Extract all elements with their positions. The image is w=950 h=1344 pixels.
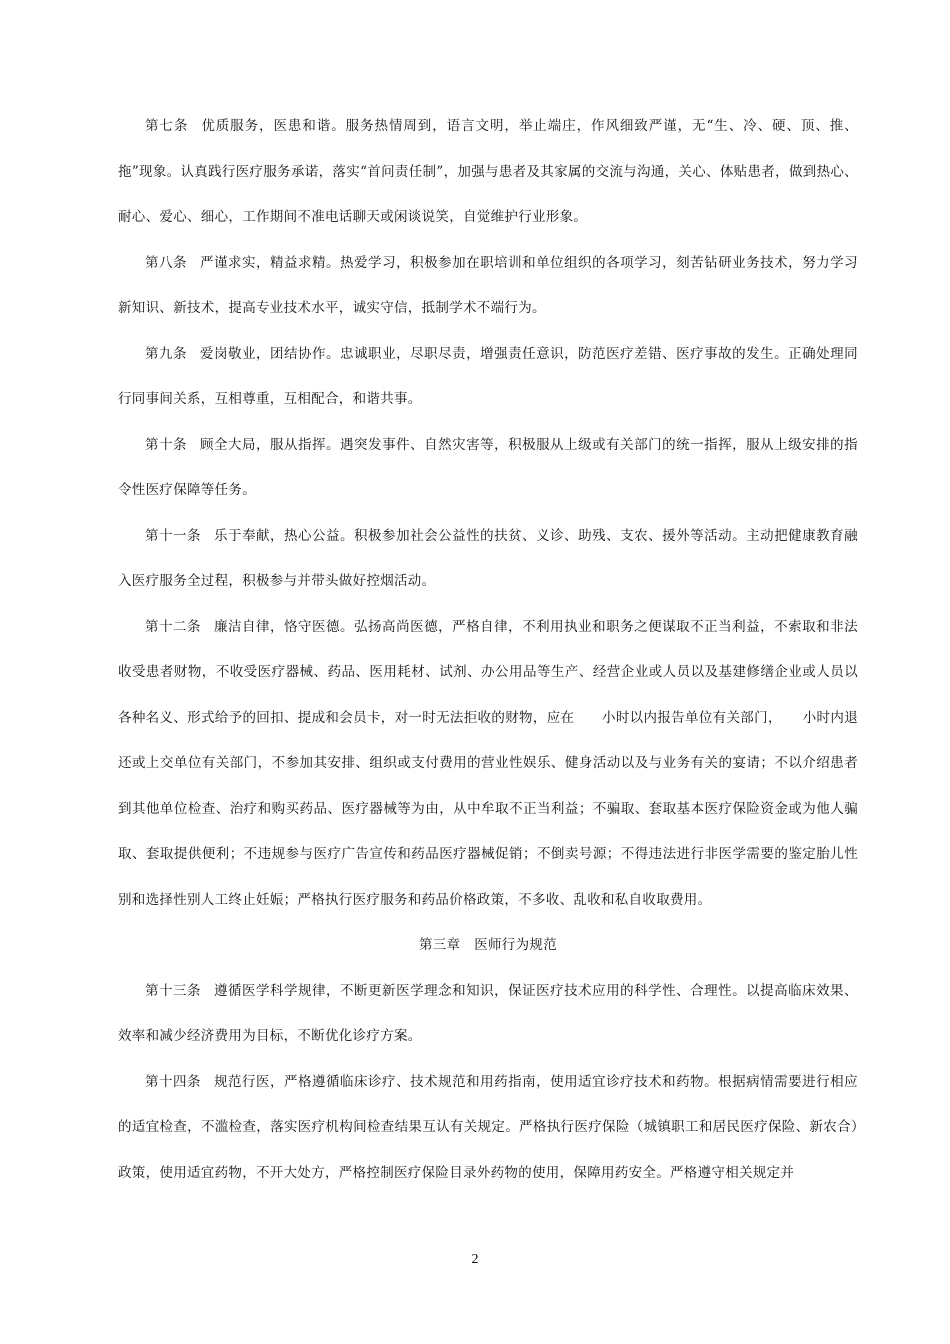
article-label: 第十条 [145, 436, 188, 453]
article-text: 优质服务，医患和谐。服务热情周到，语言文明，举止端庄，作风细致严谨，无“生、冷、硬、顶、推、拖”现象。认真践行医疗服务承诺，落实“首问责任制”，加强与患者及其家属的交流与沟通，关心、体贴患者，做到热心、耐心、爱心、细心，工作期间不准电话聊天或闲谈说笑，自觉维护行业形象。 [118, 118, 859, 225]
chapter-heading: 第三章 医师行为规范 [419, 937, 557, 953]
article-label: 第十二条 [145, 618, 202, 635]
article-12 [118, 605, 858, 924]
article-text: 严谨求实，精益求精。热爱学习，积极参加在职培训和单位组织的各项学习，刻苦钻研业务技术，努力学习新知识、新技术，提高专业技术水平，诚实守信，抵制学术不端行为。 [118, 254, 858, 316]
document-body [118, 104, 858, 1196]
article-text: 顾全大局，服从指挥。遇突发事件、自然灾害等，积极服从上级或有关部门的统一指挥，服从上级安排的指令性医疗保障等任务。 [118, 436, 858, 498]
article-label: 第十四条 [145, 1073, 202, 1090]
article-11 [118, 514, 858, 605]
article-9 [118, 332, 858, 423]
page-number: 2 [471, 1252, 479, 1267]
article-label: 第十一条 [145, 527, 202, 544]
article-label: 第七条 [145, 118, 189, 134]
article-13 [118, 969, 858, 1060]
article-7 [118, 104, 858, 241]
article-text: 遵循医学科学规律，不断更新医学理念和知识，保证医疗技术应用的科学性、合理性。以提高临床效果、效率和减少经济费用为目标，不断优化诊疗方案。 [118, 982, 858, 1044]
article-text: 乐于奉献，热心公益。积极参加社会公益性的扶贫、义诊、助残、支农、援外等活动。主动把健康教育融入医疗服务全过程，积极参与并带头做好控烟活动。 [118, 527, 858, 589]
article-label: 第八条 [145, 254, 188, 271]
article-8 [118, 241, 858, 332]
article-text: 爱岗敬业，团结协作。忠诚职业，尽职尽责，增强责任意识，防范医疗差错、医疗事故的发生。正确处理同行同事间关系，互相尊重，互相配合，和谐共事。 [118, 345, 858, 407]
article-label: 第九条 [145, 345, 188, 362]
article-14 [118, 1060, 858, 1197]
article-text: 规范行医，严格遵循临床诊疗、技术规范和用药指南，使用适宜诊疗技术和药物。根据病情需要进行相应的适宜检查，不滥检查，落实医疗机构间检查结果互认有关规定。严格执行医疗保险（城镇职工和居民医疗保险、新农合）政策，使用适宜药物，不开大处方，严格控制医疗保险目录外药物的使用，保障用药安全。严格遵守相关规定并 [118, 1073, 858, 1181]
article-10 [118, 423, 858, 514]
article-label: 第十三条 [145, 982, 202, 999]
article-text: 廉洁自律，恪守医德。弘扬高尚医德，严格自律，不利用执业和职务之便谋取不正当利益，不索取和非法收受患者财物，不收受医疗器械、药品、医用耗材、试剂、办公用品等生产、经营企业或人员以及基建修缮企业或人员以各种名义、形式给予的回扣、提成和会员卡，对一时无法拒收的财物，应在 小时以内报告单位有关部门， 小时内退还或上交单位有关部门，不参加其安排、组织或支付费用的营业性娱乐、健身活动以及与业务有关的宴请；不以介绍患者到其他单位检查、治疗和购买药品、医疗器械等为由，从中牟取不正当利益；不骗取、套取基本医疗保险资金或为他人骗取、套取提供便利；不违规参与医疗广告宣传和药品医疗器械促销；不倒卖号源；不得违法进行非医学需要的鉴定胎儿性别和选择性别人工终止妊娠；严格执行医疗服务和药品价格政策，不多收、乱收和私自收取费用。 [118, 618, 858, 908]
